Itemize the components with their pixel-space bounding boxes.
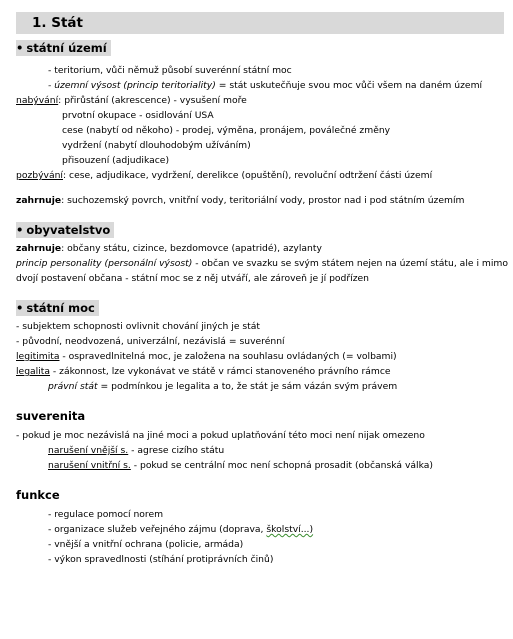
section-heading: • státní moc xyxy=(16,300,99,316)
section-statni-moc xyxy=(16,300,504,394)
section-suverenita xyxy=(16,408,504,473)
text-line: zahrnuje: suchozemský povrch, vnitřní vody, teritoriální vody, prostor nad i pod státním územím xyxy=(16,195,465,206)
text-line: cese (nabytí od někoho) - prodej, výměna, pronájem, poválečné změny xyxy=(62,125,391,136)
bullet-icon: • xyxy=(16,223,24,237)
bullet-icon: • xyxy=(16,41,24,55)
list-item: - organizace služeb veřejného zájmu (doprava, školství...) xyxy=(48,524,314,535)
spellcheck-word: školství...) xyxy=(266,524,314,535)
text-line: - územní výsost (princip teritoriality) = stát uskutečňuje svou moc vůči všem na daném území xyxy=(48,80,483,91)
section-obyvatelstvo xyxy=(16,222,508,286)
text-line: princip personality (personální výsost) - občan ve svazku se svým státem nejen na území státu, ale i mimo xyxy=(16,258,508,269)
text-line: zahrnuje: občany státu, cizince, bezdomovce (apatridé), azylanty xyxy=(16,243,322,254)
section-heading: funkce xyxy=(16,488,60,502)
text-line: - pokud je moc nezávislá na jiné moci a pokud uplatňování této moci není nijak omezeno xyxy=(16,430,425,441)
section-funkce xyxy=(16,487,504,567)
text-line: legalita - zákonnost, lze vykonávat ve státě v rámci stanoveného právního rámce xyxy=(16,366,391,377)
section-heading: • obyvatelstvo xyxy=(16,222,114,238)
text-line: dvojí postavení občana - státní moc se z něj utváří, ale zároveň je jí podřízen xyxy=(16,273,369,284)
section-heading: suverenita xyxy=(16,409,86,423)
text-line: prvotní okupace - osidlování USA xyxy=(62,110,214,121)
text-line: - teritorium, vůči němuž působí suverénní státní moc xyxy=(48,65,292,76)
chapter-title: 1. Stát xyxy=(16,12,504,34)
bullet-icon: • xyxy=(16,301,24,315)
text-line: vydržení (nabytí dlouhodobým užíváním) xyxy=(62,140,251,151)
text-line: narušení vnitřní s. - pokud se centrální moc není schopná prosadit (občanská válka) xyxy=(48,460,433,471)
section-heading: • státní území xyxy=(16,40,111,56)
text-line: nabývání: přirůstání (akrescence) - vysušení moře xyxy=(16,95,247,106)
list-item: - vnější a vnitřní ochrana (policie, armáda) xyxy=(48,539,244,550)
text-line: pozbývání: cese, adjudikace, vydržení, derelikce (opuštění), revoluční odtržení části území xyxy=(16,170,433,181)
document-page xyxy=(16,12,508,567)
section-statni-uzemi xyxy=(16,40,504,208)
text-line: narušení vnější s. - agrese cizího státu xyxy=(48,445,225,456)
text-line: přisouzení (adjudikace) xyxy=(62,155,170,166)
list-item: - regulace pomocí norem xyxy=(48,509,164,520)
text-line: - původní, neodvozená, univerzální, nezávislá = suverénní xyxy=(16,336,285,347)
text-line: právní stát = podmínkou je legalita a to, že stát je sám vázán svým právem xyxy=(48,381,398,392)
text-line: - subjektem schopnosti ovlivnit chování jiných je stát xyxy=(16,321,261,332)
text-line: legitimita - ospravedlnitelná moc, je založena na souhlasu ovládaných (= volbami) xyxy=(16,351,397,362)
list-item: - výkon spravedlnosti (stíhání protiprávních činů) xyxy=(48,554,274,565)
